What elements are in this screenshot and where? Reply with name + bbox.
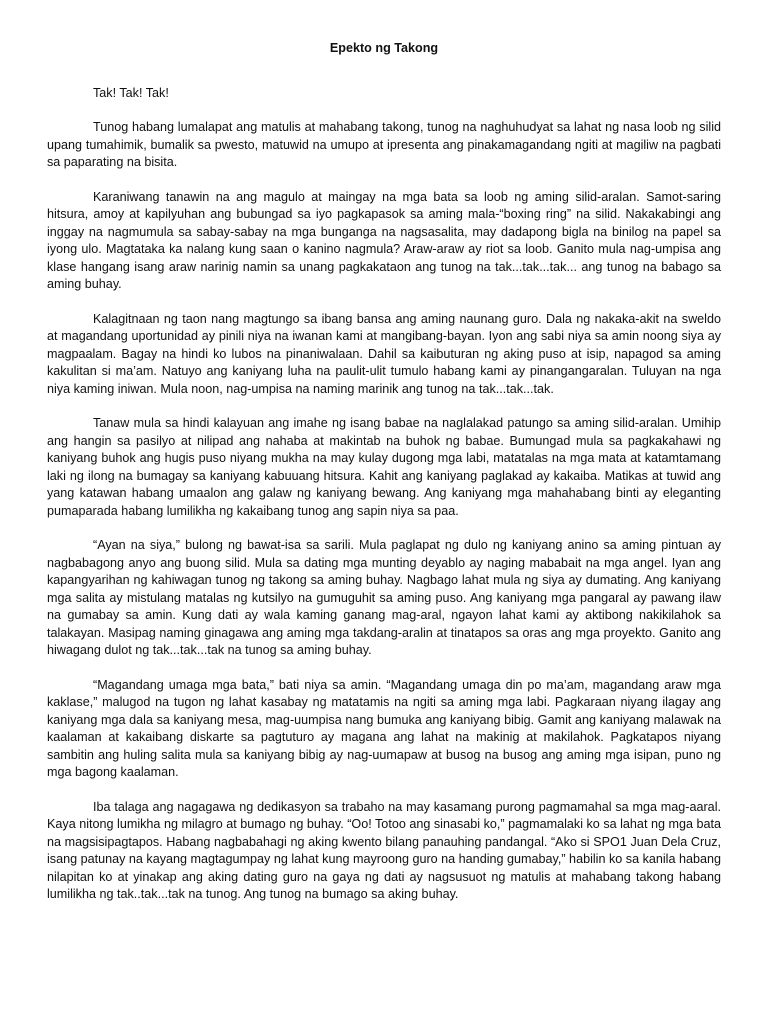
document-page (47, 40, 721, 904)
paragraph-3: Karaniwang tanawin na ang magulo at maingay na mga bata sa loob ng aming silid-aralan. Samot-saring hitsura, amoy at kapilyuhan ang bubungad sa iyo pagkapasok sa aming mala-“boxing ring” na silid. Nakakabingi ang inggay na nagmumula sa sabay-sabay na mga bunganga na nagsasalita, may dadapong bigla na binilog na papel sa iyong ulo. Magtataka ka nalang kung saan o kanino nagmula? Araw-araw ay riot sa loob. Ganito mula nag-umpisa ang klase hangang isang araw narinig namin sa unang pagkakataon ang tunog na tak...tak...tak... ang tunog na babago sa aming buhay. (47, 189, 721, 291)
paragraph-7: “Magandang umaga mga bata,” bati niya sa amin. “Magandang umaga din po ma’am, magandang araw mga kaklase,” malugod na tugon ng lahat kasabay ng matatamis na ngiti sa aming mga labi. Pagkaraan niyang ilagay ang kaniyang mga dala sa kaniyang mesa, mag-uumpisa nang bumuka ang kaniyang bibig. Gamit ang kaniyang malawak na kaalaman at kakaibang diskarte sa pagtuturo ay magana ang lahat na makinig at makilahok. Pagkatapos niyang sambitin ang huling salita mula sa kaniyang bibig ay nag-uumapaw at busog na busog ang aming mga isipan, puno ng mga bagong kaalaman. (47, 677, 721, 779)
document-title: Epekto ng Takong (329, 41, 439, 55)
paragraph-1: Tak! Tak! Tak! (93, 85, 169, 100)
paragraph-8: Iba talaga ang nagagawa ng dedikasyon sa trabaho na may kasamang purong pagmamahal sa mga mag-aaral. Kaya nitong lumikha ng milagro at bumago ng buhay. “Oo! Totoo ang sinasabi ko,” pagmamalaki ko sa lahat ng mga bata na magsisipagtapos. Habang nagbabahagi ng aking kwento bilang panauhing pandangal. “Ako si SPO1 Juan Dela Cruz, isang patunay na kayang magtagumpay ng lahat kung mayroong guro na handing gumabay,” habilin ko sa kanila habang nilapitan ko at yinakap ang aking dating guro na gaya ng dati ay nagsusuot ng matulis at mahabang takong habang lumilikha ng tak..tak...tak na tunog. Ang tunog na bumago sa aking buhay. (47, 799, 721, 901)
paragraph-2: Tunog habang lumalapat ang matulis at mahabang takong, tunog na naghuhudyat sa lahat ng nasa loob ng silid upang tumahimik, bumalik sa pwesto, matuwid na umupo at ipresenta ang pinakamagandang ngiti at magiliw na pagbati sa paparating na bisita. (47, 120, 721, 169)
paragraph-6: “Ayan na siya,” bulong ng bawat-isa sa sarili. Mula paglapat ng dulo ng kaniyang anino sa aming pintuan ay nagbabagong anyo ang buong silid. Mula sa dating mga munting deyablo ay naging mababait na mga angel. Iyan ang kapangyarihan ng kahiwagan tunog ng takong sa aming buhay. Nagbago lahat mula ng siya ay dumating. Ang kaniyang mga salita ay mistulang matalas ng kutsilyo na gumuguhit sa aming puso. Ang kaniyang mga pangaral ay pawang ilaw na gumabay sa amin. Kung dati ay wala kaming ganang mag-aral, ngayon lahat kami ay aktibong nakikilahok sa talakayan. Masipag naming ginagawa ang aming mga takdang-aralin at tinatapos sa oras ang mga proyekto. Ganito ang hiwagang dulot ng tak...tak...tak na tunog sa aming buhay. (47, 538, 721, 657)
paragraph-5: Tanaw mula sa hindi kalayuan ang imahe ng isang babae na naglalakad patungo sa aming silid-aralan. Umihip ang hangin sa pasilyo at nilipad ang nahaba at makintab na buhok ng babae. Bumungad mula sa pagkakahawi ng kaniyang buhok ang hugis puso niyang mukha na may kulay dugong mga labi, matatalas na mga mata at katamtamang laki ng ilong na bumagay sa kaniyang kabuuang hitsura. Kahit ang kaniyang paglakad ay kakaiba. Matikas at tuwid ang yang katawan habang umaalon ang galaw ng kaniyang bewang. Ang kaniyang mga mahahabang binti ay eleganting pumaparada habang lumilikha ng kakaibang tunog ang sapin niya sa paa. (47, 416, 721, 518)
paragraph-4: Kalagitnaan ng taon nang magtungo sa ibang bansa ang aming naunang guro. Dala ng nakaka-akit na sweldo at magandang uportunidad ay pinili niya na iwanan kami at mangibang-bayan. Iyon ang sabi niya sa amin noong siya ay magpaalam. Bagay na hindi ko lubos na pinaniwalaan. Dahil sa kaibuturan ng aking puso at isip, napagod sa aming kakulitan si ma’am. Natuyo ang kaniyang luha na paulit-ulit tumulo habang kami ay pinangangaralan. Tuluyan na nga niya kaming iniwan. Mula noon, nag-umpisa na naming marinik ang tunog na tak...tak...tak. (47, 311, 721, 396)
